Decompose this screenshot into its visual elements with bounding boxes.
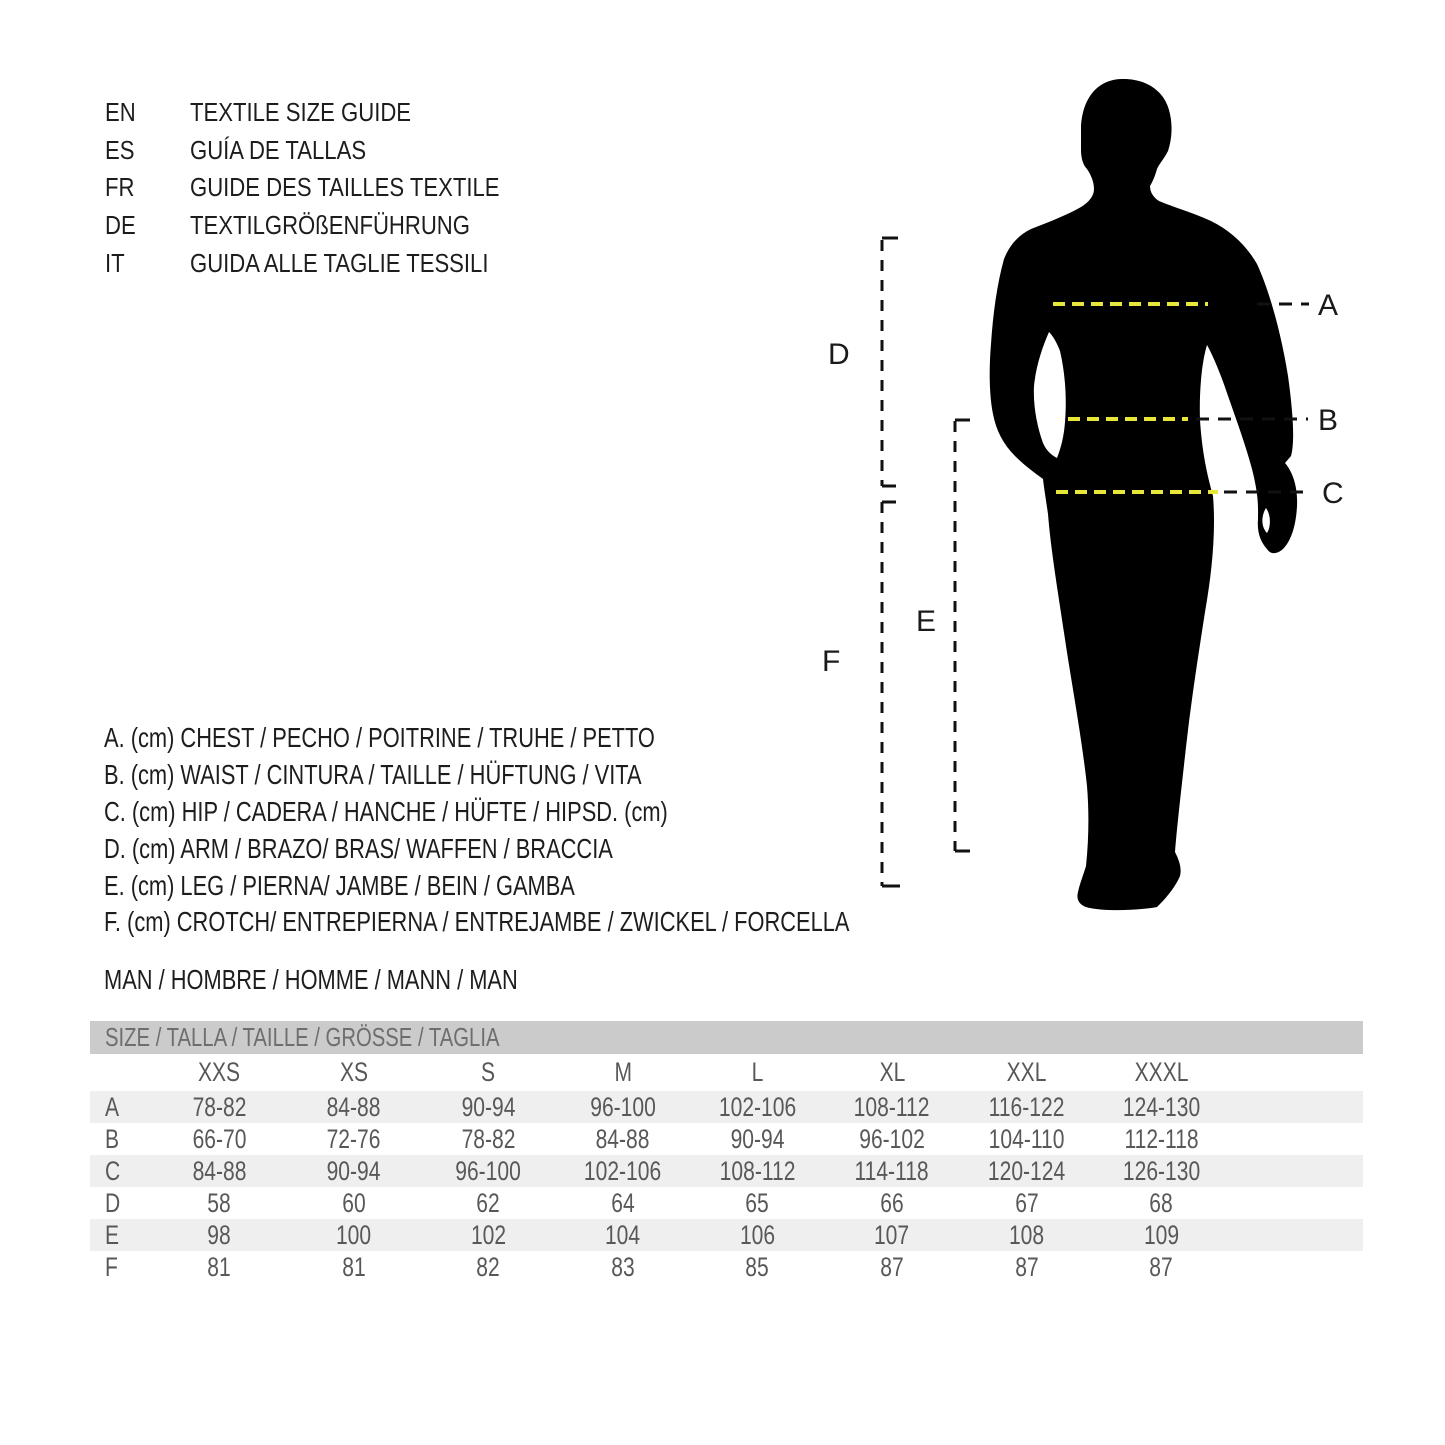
- marker-label-b: B: [1318, 404, 1339, 437]
- size-table-title: SIZE / TALLA / TAILLE / GRÖSSE / TAGLIA: [105, 1022, 500, 1052]
- cell: 84-88: [192, 1155, 247, 1186]
- cell: 62: [476, 1187, 501, 1218]
- column-header-l: L: [751, 1057, 764, 1087]
- measurement-legend: [104, 720, 1060, 941]
- cell: 87: [1149, 1251, 1173, 1282]
- cell: 112-118: [1124, 1123, 1199, 1154]
- marker-label-f: F: [822, 645, 841, 678]
- language-title: TEXTILGRÖßENFÜHRUNG: [190, 210, 470, 241]
- cell: 58: [207, 1187, 232, 1218]
- column-header-xl: XL: [879, 1057, 905, 1087]
- language-row: [105, 244, 554, 282]
- cell: 107: [874, 1219, 910, 1250]
- cell: 96-100: [455, 1155, 522, 1186]
- cell: 87: [880, 1251, 904, 1282]
- legend-item: [104, 720, 1060, 757]
- filler-cell: [1228, 1187, 1363, 1219]
- cell: 67: [1014, 1187, 1039, 1218]
- cell: 116-122: [988, 1091, 1065, 1122]
- legend-text-crotch: F. (cm) CROTCH/ ENTREPIERNA / ENTREJAMBE / ZWICKEL / FORCELLA: [104, 906, 850, 938]
- row-label: B: [105, 1123, 120, 1154]
- legend-text-hip: C. (cm) HIP / CADERA / HANCHE / HÜFTE / HIPSD. (cm): [104, 795, 668, 827]
- cell: 82: [476, 1251, 501, 1282]
- table-row-arm: [90, 1187, 1363, 1219]
- cell: 102-106: [718, 1091, 797, 1122]
- cell: 66: [880, 1187, 904, 1218]
- cell: 104: [605, 1219, 641, 1250]
- language-code: FR: [105, 172, 135, 203]
- column-header-xxl: XXL: [1006, 1057, 1047, 1087]
- table-row-chest: [90, 1091, 1363, 1123]
- cell: 84-88: [595, 1123, 650, 1154]
- filler-cell: [1228, 1123, 1363, 1155]
- language-row: [105, 132, 554, 170]
- legend-text-chest: A. (cm) CHEST / PECHO / POITRINE / TRUHE / PETTO: [104, 722, 655, 754]
- cell: 83: [611, 1251, 635, 1282]
- cell: 84-88: [326, 1091, 381, 1122]
- column-header-xxxl: XXXL: [1134, 1057, 1189, 1087]
- corner-cell: [90, 1054, 152, 1091]
- marker-label-d: D: [828, 338, 850, 371]
- language-title: GUIDA ALLE TAGLIE TESSILI: [190, 247, 489, 278]
- row-label: E: [105, 1219, 120, 1250]
- cell: 96-102: [859, 1123, 925, 1154]
- cell: 102-106: [584, 1155, 662, 1186]
- legend-text-arm: D. (cm) ARM / BRAZO/ BRAS/ WAFFEN / BRACCIA: [104, 832, 613, 864]
- cell: 65: [745, 1187, 770, 1218]
- filler-cell: [1228, 1219, 1363, 1251]
- filler-cell: [1228, 1251, 1363, 1283]
- cell: 64: [611, 1187, 635, 1218]
- legend-item: [104, 830, 1060, 867]
- cell: 104-110: [988, 1123, 1065, 1154]
- cell: 109: [1143, 1219, 1179, 1250]
- table-row-hip: [90, 1155, 1363, 1187]
- category-title: [104, 961, 634, 998]
- column-header-m: M: [614, 1057, 632, 1087]
- language-code: IT: [105, 247, 125, 278]
- cell: 78-82: [461, 1123, 516, 1154]
- size-header-row: [90, 1054, 1363, 1091]
- filler-cell: [1228, 1091, 1363, 1123]
- cell: 81: [342, 1251, 366, 1282]
- marker-label-e: E: [916, 605, 937, 638]
- legend-text-waist: B. (cm) WAIST / CINTURA / TAILLE / HÜFTUNG / VITA: [104, 759, 642, 791]
- size-table-title-band: [90, 1021, 1363, 1054]
- language-title: TEXTILE SIZE GUIDE: [190, 97, 412, 128]
- cell: 72-76: [326, 1123, 381, 1154]
- cell: 78-82: [192, 1091, 247, 1122]
- cell: 81: [207, 1251, 232, 1282]
- language-title-list: [105, 94, 554, 282]
- category-title-text: MAN / HOMBRE / HOMME / MANN / MAN: [104, 963, 518, 995]
- cell: 90-94: [326, 1155, 381, 1186]
- cell: 124-130: [1122, 1091, 1200, 1122]
- language-title: GUIDE DES TAILLES TEXTILE: [190, 172, 500, 203]
- cell: 96-100: [590, 1091, 656, 1122]
- filler-cell: [1228, 1054, 1363, 1091]
- cell: 108-112: [719, 1155, 796, 1186]
- cell: 98: [207, 1219, 232, 1250]
- language-row: [105, 94, 554, 132]
- language-row: [105, 169, 554, 207]
- table-row-crotch: [90, 1251, 1363, 1283]
- legend-item: [104, 757, 1060, 794]
- cell: 114-118: [854, 1155, 930, 1186]
- filler-cell: [1228, 1155, 1363, 1187]
- row-label: C: [105, 1155, 121, 1186]
- cell: 60: [342, 1187, 366, 1218]
- column-header-xs: XS: [339, 1057, 368, 1087]
- language-code: ES: [105, 134, 135, 165]
- cell: 106: [739, 1219, 776, 1250]
- legend-item: [104, 867, 1060, 904]
- marker-label-c: C: [1322, 477, 1344, 510]
- marker-label-a: A: [1318, 289, 1339, 322]
- cell: 108: [1008, 1219, 1045, 1250]
- row-label: A: [105, 1091, 120, 1122]
- cell: 85: [745, 1251, 770, 1282]
- row-label: D: [105, 1187, 121, 1218]
- cell: 108-112: [854, 1091, 930, 1122]
- cell: 68: [1149, 1187, 1173, 1218]
- cell: 100: [336, 1219, 372, 1250]
- table-row-waist: [90, 1123, 1363, 1155]
- table-row-leg: [90, 1219, 1363, 1251]
- legend-item: [104, 794, 1060, 831]
- cell: 102: [470, 1219, 506, 1250]
- language-title: GUÍA DE TALLAS: [190, 134, 367, 165]
- cell: 90-94: [461, 1091, 516, 1122]
- column-header-xxs: XXS: [198, 1057, 241, 1087]
- language-row: [105, 207, 554, 245]
- cell: 66-70: [192, 1123, 247, 1154]
- size-table: [90, 1054, 1363, 1283]
- language-code: DE: [105, 210, 136, 241]
- cell: 120-124: [987, 1155, 1066, 1186]
- cell: 87: [1014, 1251, 1039, 1282]
- legend-item: [104, 904, 1060, 941]
- cell: 90-94: [730, 1123, 785, 1154]
- row-label: F: [105, 1251, 118, 1282]
- language-code: EN: [105, 97, 136, 128]
- legend-text-leg: E. (cm) LEG / PIERNA/ JAMBE / BEIN / GAMBA: [104, 869, 575, 901]
- column-header-s: S: [481, 1057, 496, 1087]
- cell: 126-130: [1122, 1155, 1200, 1186]
